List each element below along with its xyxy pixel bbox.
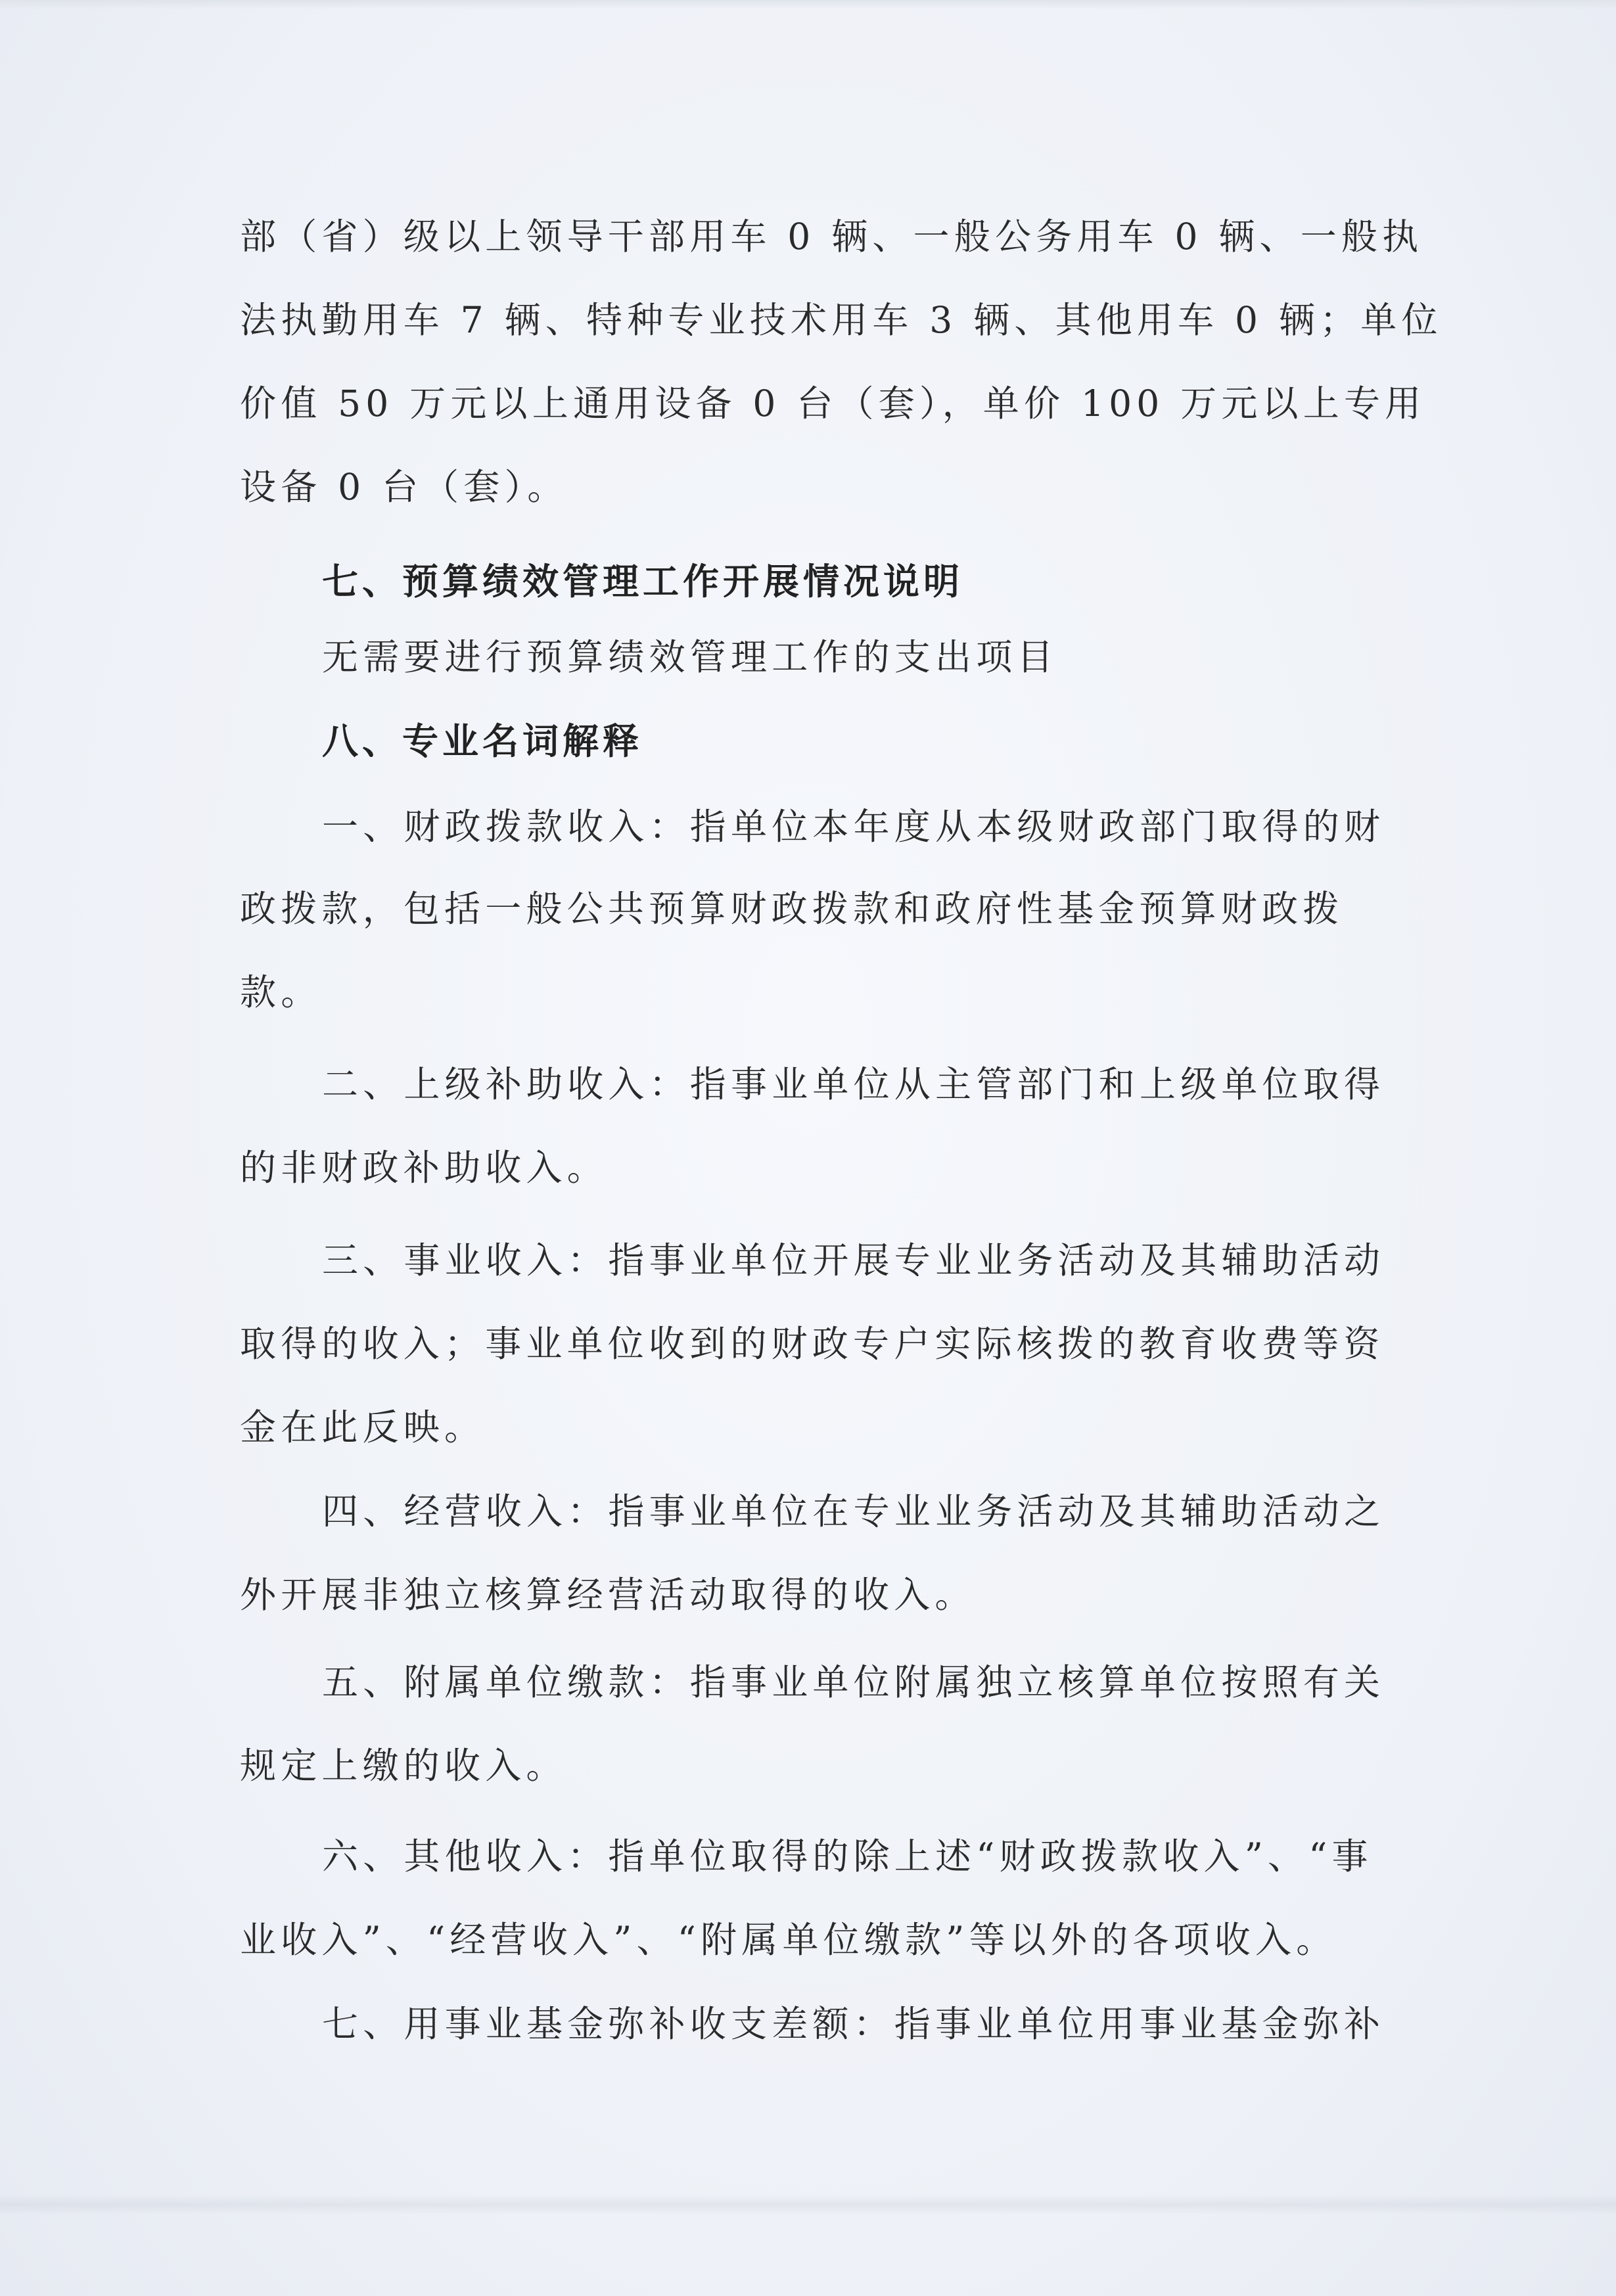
paragraph-line: 金在此反映。 (240, 1406, 486, 1448)
paragraph-line: 款。 (240, 971, 322, 1013)
paragraph-line: 无需要进行预算绩效管理工作的支出项目 (322, 636, 1058, 678)
paragraph-line: 的非财政补助收入。 (240, 1147, 608, 1189)
paragraph-line: 法执勤用车 7 辆、特种专业技术用车 3 辆、其他用车 0 辆；单位 (240, 299, 1443, 341)
paragraph-line: 设备 0 台（套）。 (240, 466, 568, 508)
scan-edge-top (0, 0, 1616, 9)
paragraph-line: 取得的收入；事业单位收到的财政专户实际核拨的教育收费等资 (240, 1323, 1385, 1365)
term-superior-subsidy-income: 二、上级补助收入：指事业单位从主管部门和上级单位取得 (322, 1063, 1385, 1105)
scan-artifact-band (0, 2195, 1616, 2215)
term-affiliated-unit-payment: 五、附属单位缴款：指事业单位附属独立核算单位按照有关 (322, 1661, 1385, 1703)
paragraph-line: 政拨款，包括一般公共预算财政拨款和政府性基金预算财政拨 (240, 888, 1344, 930)
paragraph-line: 业收入”、“经营收入”、“附属单位缴款”等以外的各项收入。 (240, 1919, 1337, 1961)
term-operating-income: 四、经营收入：指事业单位在专业业务活动及其辅助活动之 (322, 1490, 1385, 1532)
term-business-fund-offset: 七、用事业基金弥补收支差额：指事业单位用事业基金弥补 (322, 2003, 1385, 2045)
paragraph-line: 部（省）级以上领导干部用车 0 辆、一般公务用车 0 辆、一般执 (240, 216, 1423, 258)
paragraph-line: 规定上缴的收入。 (240, 1745, 567, 1787)
section-heading-7: 七、预算绩效管理工作开展情况说明 (322, 560, 964, 603)
paragraph-line: 价值 50 万元以上通用设备 0 台（套），单价 100 万元以上专用 (240, 382, 1426, 425)
term-other-income: 六、其他收入：指单位取得的除上述“财政拨款收入”、“事 (322, 1835, 1373, 1877)
paragraph-line: 外开展非独立核算经营活动取得的收入。 (240, 1574, 976, 1616)
section-heading-8: 八、专业名词解释 (322, 720, 643, 762)
term-fiscal-appropriation-income: 一、财政拨款收入：指单位本年度从本级财政部门取得的财 (322, 806, 1385, 848)
term-business-income: 三、事业收入：指事业单位开展专业业务活动及其辅助活动 (322, 1239, 1385, 1281)
